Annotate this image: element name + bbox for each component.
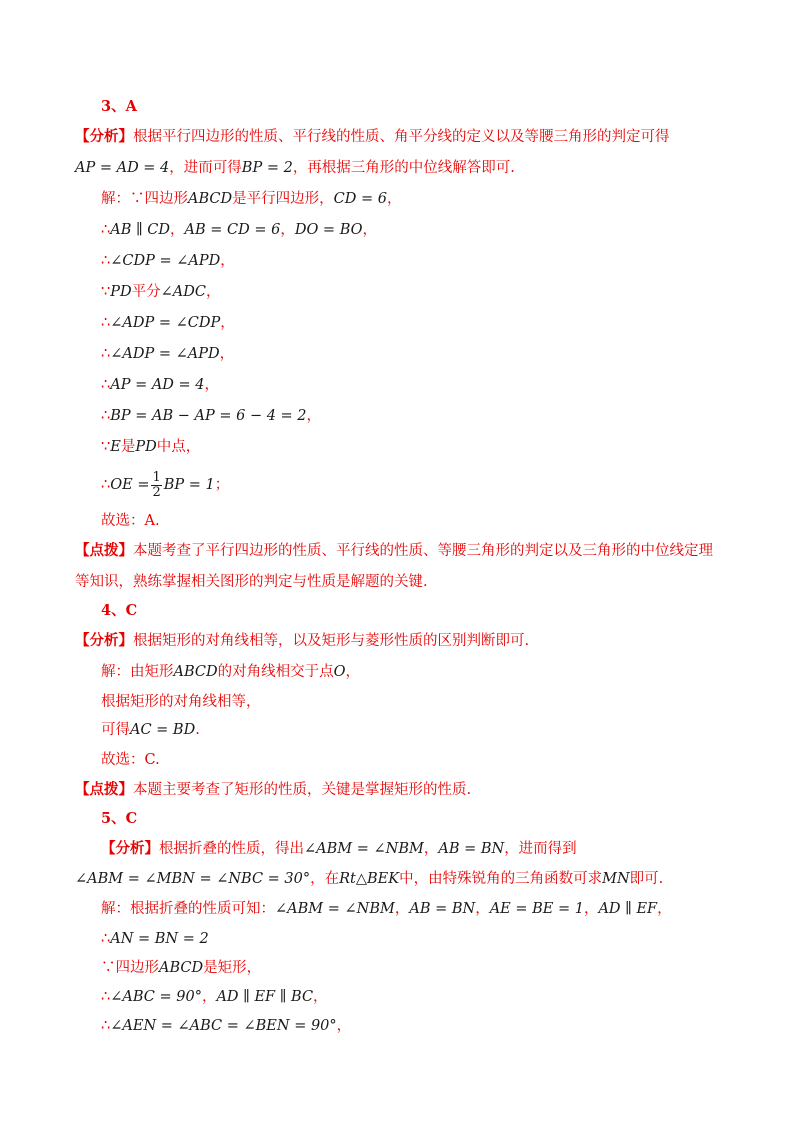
q3-step7-punct: ，: [204, 377, 220, 393]
therefore-symbol: ∴: [101, 1018, 111, 1034]
q5-analysis-text4: 中，由特殊锐角的三角函数可求: [399, 871, 603, 887]
q3-step2-punct2: ，: [280, 222, 295, 238]
q5-step4-punct1: ，: [201, 989, 217, 1005]
q3-step2-math3: DO = BO: [294, 222, 363, 238]
q5-step4-math2: AD ∥ EF ∥ BC: [216, 989, 314, 1005]
q3-step9-text1: 是: [120, 439, 136, 455]
q3-step3: [101, 251, 235, 271]
q3-answer: [101, 511, 160, 531]
q4-sol-punct2: .: [195, 722, 200, 738]
q4-analysis-text: 根据矩形的对角线相等，以及矩形与菱形性质的区别判断即可.: [133, 633, 530, 649]
fraction-numerator: 1: [152, 469, 161, 485]
q5-sol-punct2: ，: [475, 901, 490, 917]
q5-step3: [101, 958, 261, 978]
q3-analysis-text1: 根据平行四边形的性质、平行线的性质、角平分线的定义以及等腰三角形的判定可得: [133, 129, 670, 145]
q5-heading: [101, 809, 137, 829]
q4-answer: [101, 750, 160, 770]
q3-analysis-text2: ，进而可得: [169, 160, 242, 176]
q3-comment-text1: 本题考查了平行四边形的性质、平行线的性质、等腰三角形的判定以及三角形的中位线定理: [133, 543, 713, 559]
q4-sol-text4: 可得: [101, 722, 130, 738]
q3-step9-text2: 中点，: [156, 439, 201, 455]
q5-analysis-text3: ，在: [310, 871, 340, 887]
q3-step2: [101, 220, 377, 240]
q3-comment-line1: [75, 541, 713, 561]
q3-step4-punct: ，: [205, 284, 221, 300]
q3-sol-math2: CD = 6: [333, 191, 387, 207]
q4-solution-line3: [101, 720, 200, 740]
q4-answer-text: 故选：C.: [101, 752, 160, 768]
q5-analysis-text2: ，进而得到: [504, 841, 577, 857]
q3-step7-math: AP = AD = 4: [110, 377, 205, 393]
q3-step9-math1: E: [110, 439, 121, 455]
q5-analysis-punct1: ，: [423, 841, 439, 857]
q4-sol-math3: AC = BD: [130, 722, 196, 738]
q3-step9: [101, 437, 200, 457]
q3-step9-math2: PD: [135, 439, 157, 455]
therefore-symbol: ∴: [101, 253, 111, 269]
q5-sol-math2: AB = BN: [409, 901, 476, 917]
q3-analysis-text3: ，再根据三角形的中位线解答即可.: [292, 160, 515, 176]
q3-analysis-line2: [75, 158, 515, 178]
q5-sol-math3: AE = BE = 1: [489, 901, 584, 917]
q3-comment-line2: [75, 572, 428, 592]
q3-step7: [101, 375, 219, 395]
therefore-symbol: ∴: [101, 408, 111, 424]
q5-step4: [101, 987, 328, 1007]
q3-step4-text: 平分: [131, 284, 161, 300]
q4-sol-text2: 的对角线相交于点: [217, 664, 334, 680]
q5-step2: [101, 929, 209, 949]
q3-step6-math: ∠ADP = ∠APD: [110, 346, 220, 362]
q5-heading-text: 5、C: [101, 810, 138, 827]
fraction-denominator: 2: [152, 484, 161, 500]
q3-sol-text1: 解：∵四边形: [101, 191, 188, 207]
q3-step4: [101, 282, 220, 302]
q5-sol-punct4: ，: [657, 901, 672, 917]
q3-step2-punct1: ，: [170, 222, 185, 238]
therefore-symbol: ∴: [101, 346, 111, 362]
q3-step4-math1: PD: [110, 284, 132, 300]
q3-step8-math: BP = AB − AP = 6 − 4 = 2: [110, 408, 307, 424]
q3-step6-punct: ，: [219, 346, 235, 362]
q4-heading: [101, 601, 137, 621]
q5-analysis-math2: AB = BN: [438, 841, 505, 857]
q5-analysis-math1: ∠ABM = ∠NBM: [304, 841, 424, 857]
q3-sol-text2: 是平行四边形，: [232, 191, 334, 207]
q3-step10-punct: ；: [214, 477, 230, 493]
q3-step10-math1: OE =: [110, 477, 150, 493]
q3-analysis-math2: BP = 2: [241, 160, 293, 176]
q3-step8: [101, 406, 321, 426]
q5-sol-math1: ∠ABM = ∠NBM: [275, 901, 395, 917]
q4-comment-text: 本题主要考查了矩形的性质，关键是掌握矩形的性质.: [133, 782, 472, 798]
q3-step2-math2: AB = CD = 6: [184, 222, 281, 238]
q4-sol-text1: 解：由矩形: [101, 664, 174, 680]
q4-analysis-tag: 【分析】: [75, 632, 133, 649]
q3-step8-punct: ，: [306, 408, 322, 424]
q3-comment-text2: 等知识，熟练掌握相关图形的判定与性质是解题的关键.: [75, 574, 428, 590]
q3-comment-tag: 【点拨】: [75, 542, 133, 559]
q5-step5-math: ∠AEN = ∠ABC = ∠BEN = 90°: [110, 1018, 337, 1034]
q3-step2-punct3: ，: [362, 222, 378, 238]
q5-analysis-line1: [101, 839, 577, 859]
q4-comment-tag: 【点拨】: [75, 781, 133, 798]
q4-sol-math1: ABCD: [173, 664, 218, 680]
therefore-symbol: ∴: [101, 377, 111, 393]
q5-step3-math: ABCD: [159, 960, 204, 976]
fraction-one-half: [151, 471, 161, 500]
q5-solution-line1: [101, 899, 672, 919]
q3-step10: [101, 468, 229, 502]
q3-heading-text: 3、A: [101, 98, 137, 115]
q5-analysis-math5: MN: [602, 871, 630, 887]
q3-step2-math1: AB ∥ CD: [110, 222, 170, 238]
q4-sol-punct: ，: [345, 664, 361, 680]
therefore-symbol: ∴: [101, 222, 111, 238]
q4-analysis: [75, 631, 529, 651]
q3-analysis-line1: [75, 127, 670, 147]
q5-sol-punct3: ，: [583, 901, 599, 917]
therefore-symbol: ∴: [101, 989, 111, 1005]
q4-solution-line2: [101, 692, 261, 712]
q3-answer-text: 故选：A.: [101, 513, 160, 529]
because-symbol: ∵: [101, 439, 111, 455]
q4-sol-text3: 根据矩形的对角线相等，: [101, 694, 261, 710]
q5-analysis-math4: Rt△BEK: [339, 871, 400, 887]
q5-analysis-math3: ∠ABM = ∠MBN = ∠NBC = 30°: [75, 871, 311, 887]
because-symbol: ∵: [101, 284, 111, 300]
q5-step2-math: AN = BN = 2: [110, 931, 209, 947]
q5-analysis-text1: 根据折叠的性质，得出: [159, 841, 304, 857]
q5-sol-text1: 解：根据折叠的性质可知：: [101, 901, 275, 917]
q3-step5: [101, 313, 235, 333]
q3-step3-punct: ，: [220, 253, 235, 269]
q4-heading-text: 4、C: [101, 602, 138, 619]
q5-step4-punct2: ，: [313, 989, 328, 1005]
therefore-symbol: ∴: [101, 315, 111, 331]
q3-sol-math1: ABCD: [188, 191, 233, 207]
q4-solution-line1: [101, 662, 360, 682]
q3-step5-punct: ，: [220, 315, 235, 331]
q3-analysis-tag: 【分析】: [75, 128, 133, 145]
q5-analysis-line2: [75, 869, 663, 889]
q5-step3-text1: ∵四边形: [101, 960, 159, 976]
therefore-symbol: ∴: [101, 477, 111, 493]
q5-step3-text2: 是矩形，: [203, 960, 262, 976]
q5-step4-math1: ∠ABC = 90°: [110, 989, 202, 1005]
q3-step4-math2: ∠ADC: [160, 284, 206, 300]
q3-step3-math: ∠CDP = ∠APD: [110, 253, 221, 269]
q5-sol-punct1: ，: [394, 901, 410, 917]
q5-analysis-tag: 【分析】: [101, 840, 159, 857]
q5-analysis-text5: 即可.: [629, 871, 664, 887]
q3-step5-math: ∠ADP = ∠CDP: [110, 315, 221, 331]
q3-solution-line1: [101, 189, 401, 209]
q3-analysis-math1: AP = AD = 4: [75, 160, 170, 176]
q5-step5-punct: ，: [336, 1018, 352, 1034]
q5-sol-math4: AD ∥ EF: [598, 901, 658, 917]
q4-comment: [75, 780, 471, 800]
therefore-symbol: ∴: [101, 931, 111, 947]
q4-sol-math2: O: [333, 664, 346, 680]
q5-step5: [101, 1016, 351, 1036]
q3-step6: [101, 344, 234, 364]
q3-heading: [101, 97, 137, 117]
q3-sol-text3: ，: [386, 191, 402, 207]
q3-step10-math2: BP = 1: [163, 477, 215, 493]
